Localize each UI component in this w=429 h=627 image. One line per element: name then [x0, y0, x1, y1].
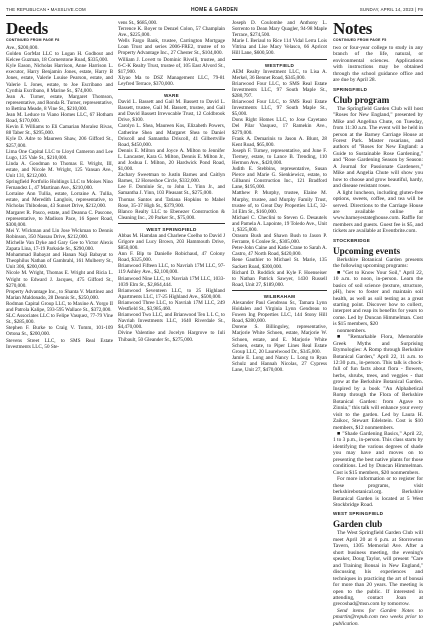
- headline-club-program: Club program: [333, 94, 390, 105]
- deed-entry: David L. Bassett and Gail M. Bassett to David L. Bassett, trustee, Gail M. Bassett, trustee, and Gail and David Bassett Irrevocable Trust, 12 Coldbrook Drive, $100.: [118, 99, 225, 124]
- deed-entry: Briarwood Four LLC, to SMS Real Estate Investments LLC, 97 South Maple St., $5,000.: [232, 99, 327, 118]
- deed-entry: Lorraine Ann Tullia, estate, Lorraine A. Tullia, estate, and Meredith Langlois, representative, to Nicholas Thibodeau, 43 Sunset Drive, $212,000.: [6, 191, 113, 210]
- deed-entry: Marie I. Beriaul to Rice 114 Vidal Lerra Lois Vitrina and Lise Macy Velasco, 66 Apricot Hill Lane, $600,500.: [232, 38, 327, 57]
- deed-entry: Abbas M. Hamdan and Charlene Coelho to David J Grigore and Lucy Brown, 203 Hammouth Drive, $850,000.: [118, 232, 225, 252]
- deed-entry: Ann F. Bip to Danielle Robichaud, 47 Colony Road, $325,000.: [118, 251, 225, 264]
- notes-paragraph: ■ "Shade Gardening Basics," April 22, 1 to 3 p.m., in-person. This class starts by identifying the various degrees of shade you may have and moves on to presenting the best native plants for those conditions. Led by Duncan Himmelman. Cost is $15 members, $20 nonmembers.: [333, 431, 423, 476]
- deed-entry: Dennis E. Milton and Joyce A. Milton to Jennifer L. Lancaster, Kara G. Milton, Dennis E. Milton Jr., and Joshua I. Milton, 20 Hardwick Pond Road, $1,000.: [118, 147, 225, 173]
- deeds-title: Deeds: [6, 19, 48, 38]
- deed-entry: Nicole M. Wright, Thomas E. Wright and Ricia L. Wright to Edward J. Jacques, 475 Gifford St., $270,000.: [6, 270, 113, 289]
- deed-entry: William J. Lovett to Dominic Rivelli, trustee, and 6-C-K Realty Trust, trustee of, 105 East Alvord St., $17,900.: [118, 56, 225, 75]
- deed-entry: Divine Valentine and Jocelyn Hargrove to Iuli Thibault, 50 Gleander St., $275,000.: [118, 330, 225, 343]
- notes-footer: Send items for Garden Notes to pmartin@repub.com two weeks prior to publication.: [333, 607, 423, 627]
- town-header: WESTFIELD: [264, 62, 295, 68]
- notes-paragraph: nonmembers.: [337, 327, 367, 334]
- deeds-list: [118, 184, 225, 221]
- deed-entry: Linda A. Goodman to Thomas E. Wright, III, estate, and Nicole M. Wright, 125 Vansan Ave., Unit 131, $212,000.: [6, 160, 113, 179]
- deed-entry: Judith E. Stebbins, representative, Susan Pierce and Marie G. Sienkiewicz, estate, to Gilbanni Construction Inc., 121 Bradford Lane, $195,000.: [232, 166, 327, 191]
- town-header: WILBRAHAM: [263, 293, 296, 299]
- deed-entry: Kyle D. Adre to Maureen Shaw, 206 Gifford St., $257,000.: [6, 136, 113, 149]
- deed-entry: Brianwood Seventeen LLC, to 25 Highland Apartments LLC, 17-25 Highland Ave., $500,000.: [118, 287, 225, 300]
- deeds-list: [232, 69, 327, 288]
- deed-entry: Jean A. Turner, estate, Margaret Thomson, representative, and Ronda R. Turner, representative, to Bettina Meade, 8 Vine St., $210,000.: [6, 93, 114, 112]
- deed-entry: Carolyn L. Shea, Maureen Kos, Elizabeth Powers, Catherine Shea and Margaret Shea to Daniel Driscoll and Samantha Driscoll, 41 Gilbertville Road, $450,000.: [118, 123, 225, 148]
- notes-town-springfield: SPRINGFIELD: [333, 86, 368, 92]
- deed-entry: Terrence K. Boyer to Denzel Colon, 57 Champlain Ave., $225,000.: [118, 26, 225, 39]
- deeds-towns: [118, 89, 225, 343]
- deeds-column-3: [232, 20, 327, 477]
- deed-entry: Thomas Santos and Tatiana Hopkins to Mabel Rose, 35-37 High St., $379,900.: [118, 196, 225, 209]
- deed-entry: Wells Fargo Bank, trustee, Carrington Mortgage Loan Trust and series 2006-FRE2, trustee of to Property Advantage Inc., 27 Chester St., $104,000.: [118, 38, 225, 57]
- deed-entry: Brianwood Fifteen LLC, to Navriah 17M LLC, 97-119 Ashley Ave., $2,100,000.: [118, 263, 225, 276]
- deed-entry: Jean M. Leduce to Viano Homes LLC, 67 Hotham Road, $170,000.: [6, 112, 113, 125]
- notes-town-west-springfield: WEST SPRINGFIELD: [333, 511, 384, 517]
- deed-entry: Zachary Sweetman to Justin Barnes and Caitlyn Barnes, 12 Horseshoe Circle, $332,000.: [118, 172, 225, 185]
- headline-upcoming-events: Upcoming events: [333, 245, 401, 256]
- deed-entry: Mei Y. Wickman and Lin Jose Wickman to Dennis Robinson, 350 Nassau Drive, $212,000.: [6, 227, 113, 240]
- deed-entry: Xiyao Ma to DSZ Management LLC, 79-81 Leyfred Terrace, $370,000.: [118, 74, 225, 87]
- masthead-section: HOME & GARDEN: [191, 6, 238, 13]
- deed-entry: Briarwood Four LLC, to SMS Real Estate Investments LLC, 97 South Maple St., $280,797.: [232, 80, 327, 99]
- notes-paragraph: For more information or to register for these programs, visit berkshirebotanical.org. Berkshire Botanical Garden is located at 5 West Stockbridge Road.: [333, 476, 423, 508]
- deed-entry: AEM Realty Investment LLC, to Lisa A. Merkel, 36 Bennet Road, $345,000.: [232, 68, 327, 81]
- notes-paragraph: The West Springfield Garden Club will meet April 20 at 6 p.m. at Storrowton Tavern, 1305 Memorial Ave. After a short business meeting, the evening's speaker, Doug Taylor, will present "Care and Training Bonsai in New England," discussing his experiences and techniques in practicing the art of bonsai for more than 20 years. The meeting is open to the public. If interested in attending, contact Joan at grecoshad@msn.com by tomorrow.: [333, 530, 423, 608]
- notes-paragraph: ■ "Get to Know Your Soil," April 22, 10 a.m. to noon, in-person. Learn the basics of soil science (texture, structure, pH), how to foster and maintain soil health, as well as soil testing as a great starting point. Discover how to collect, interpret and reap its benefits for years to come. Led by Duncan Himmelman. Cost is $15 members, $20: [333, 269, 423, 328]
- deed-entry: Mohammad Babayat and Hanan Naji Babayat to Theophilus Nathan of Gambrahl, 161 Mulberry St., Unit 306, $200,000.: [6, 252, 113, 271]
- deeds-column-1: [6, 20, 113, 477]
- deed-entry: Lee F. Dominie Sr., to John L. Yinn Jr., and Samantha J. Yinn, 103 Pleasant St., $275,000.: [118, 184, 225, 197]
- deed-entry: Orasom Bush and Shawn Bush to Jason P. Ferrante, 6 Conlee St., $305,000.: [232, 233, 327, 246]
- deed-entry: Michelle Van Dyke and Gary Gee to Victor Alexis Zapata Lina, 17-19 Parkside St., $290,000.: [6, 240, 113, 253]
- deed-entry: Stephen F. Burke to Craig V. Tomm, 101-109 Ortona St., $200,000.: [6, 325, 113, 338]
- deeds-list: [118, 233, 225, 343]
- notes-intro: two or four-year college to study in any branch of the life, natural, or environmental sciences. Applications with instructions may be obtained through the school guidance office and are due by April 28.: [333, 45, 423, 84]
- deed-entry: Blanco Realty LLC to Ebenezer Construction & Cleaning Inc., 20 Parker St., $75,000.: [118, 208, 225, 221]
- headline-garden-club: Garden club: [333, 519, 383, 530]
- deed-entry: Richard D. Roddick and Kyle F. Hoenseiser to Nathan Patrick Sawyer, 1430 Russell Road, Unit 27, $189,000.: [232, 269, 327, 288]
- deed-entry: Kyle Eason, Nicholas Harrison, Anne Harrison L. executor, Harry Benjamin Jones, estate, Harry B Jones, estate, Valerie Louise Pearson, estate, and Valerie L Jones, estate, to Joe Escribano and Cynthia Escribano, 8 Marine St., $74,000.: [6, 63, 113, 94]
- notes-column: [333, 19, 423, 627]
- section-rule: [232, 290, 327, 291]
- notes-continued: CONTINUED FROM PAGE F5: [333, 38, 387, 42]
- town-header: WEST SPRINGFIELD: [146, 226, 197, 232]
- deed-entry: Peter-John Caine and Katie Crane to Sarah A. Castro, 47 North Road, $420,000.: [232, 245, 327, 258]
- notes-paragraph: The Springfield Garden Club will host "Roses for New England," presented by Mike and Angelina Chute, on Tuesday, from 11:30 a.m. The event will be held in person at the Barney Carriage House at Forest Park. Master rosarians, and authors of "Roses for New England: a Guide to Sustainable Rose Gardening," and "Rose Gardening Season by Season: A Journal for Passionate Gardeners," Mike and Angelia Chute will show you how to choose and grow beautiful, hardy, and disease resistant roses.: [333, 105, 423, 190]
- deed-entry: Brianwood Nine LLC, to Navriah 17M LLC, 1033-1039 Elm St., $2,864,444.: [118, 275, 225, 288]
- deed-entry: Kevin E Williams to Eli Camarian Moralez Rivas, 88 Taber St., $295,000.: [6, 124, 113, 137]
- notes-paragraph: ■ "Remarkable Flora, Memorable Greek Myths and Surprising Etymologies: A Romp through Berkshire Botanical Garden," April 22, 11 a.m. to 12:30 p.m., in-person. This talk is chock-full of fun facts about flora - flowers, herbs, shrubs, trees, and veggies - that grow at the Berkshire Botanical Garden. Inspired by a book "An Alphabetical Romp through the Flora of Berkshire Botanical Garden: from Agave to Zinnia," this talk will enhance your every visit to the garden. Led by Laura H. Zaikoc, Stewart Edelstein. Cost is $10 members, $12 nonmembers.: [333, 334, 423, 431]
- deeds-list: [6, 45, 113, 350]
- deed-entry: Joseph F. Turney, representative, and June F. Tierney, estate, to Lance B. Trending, 110 Hermon Ave., $420,000.: [232, 147, 327, 166]
- deeds-list: [118, 20, 225, 87]
- deed-entry: Jamie E. Long and Nancy L. Long to Ryan Schulz and Hannah Nicolas, 27 Cypress Lane, Unit 27, $470,000.: [232, 354, 327, 373]
- deed-entry: Brianwood Two LLC, and Brianwood Ten L L C, to Navriah Investments LLC, 1640 Riverdale St., $4,470,000.: [118, 312, 225, 331]
- masthead-date-page: SUNDAY, APRIL 14, 2023 | F9: [359, 7, 423, 12]
- deed-entry: Golden GorMat LLC to Logan H. Godbout and Kelcee Guzman, 18 Cornerstone Road, $335,000.: [6, 51, 113, 64]
- deed-entry: Alexander Paul Gendreau Sr., Tamara Lynn Hoidalen and Virginia Lynn Gendreau to Fuwen Ing Properties LLC, 144 Stony Hill Road, $280,000.: [232, 299, 327, 325]
- section-rule: [118, 89, 225, 90]
- section-rule: [118, 223, 225, 224]
- deed-entry: Brianwood Three LLC, to Navriah 17M LLC, 249 Westfield St., $3,985,460.: [118, 299, 225, 313]
- section-rule: [232, 59, 327, 60]
- deed-entry: Lima One Capital LLC to Lloyd Cameron and Lee Lugo, 125 Vale St., $210,000.: [6, 148, 113, 161]
- deed-entry: Joseph D. Coulombe and Anthony L. Sorrento to Dean Mary Quagler, 94-98 Maple Terrace, $274,500.: [232, 20, 327, 39]
- deed-entry: Ave., $200,000.: [6, 45, 39, 51]
- notes-town-stockbridge: STOCKBRIDGE: [333, 237, 371, 243]
- deeds-list: [118, 99, 225, 184]
- notes-paragraph: Berkshire Botanical Garden presents the following upcoming programs:: [333, 256, 423, 270]
- deed-entry: SLC Associates LLC to Felipe Vasquez, 77-79 Vine St., $285,000.: [6, 313, 113, 326]
- deed-entry: Springfield Portfolio Holdings LLC to Moises Nino Fernandez I., 47 Martinan Ave., $210,000.: [6, 179, 113, 192]
- deed-entry: Property Advantage Inc., to Shanta V. Martinez and Marian Maldonado, 28 Dennis St., $250,000.: [6, 288, 113, 301]
- deed-entry: Stevens Street LLC, to SMS Real Estate Investments LLC, 50 Ste-: [6, 337, 113, 350]
- deed-entry: Dons Right Homes LLC, to Jose Cayetano Del Pilar Vasquez, 17 Ramekin Ave., $279,000.: [232, 117, 327, 136]
- deeds-list: [232, 300, 327, 373]
- masthead-publication: THE REPUBLICAN • MASSLIVE.COM: [6, 7, 86, 12]
- deed-entry: vens St., $685,000.: [118, 20, 158, 26]
- deeds-column-2: [118, 20, 225, 477]
- masthead: [6, 4, 423, 16]
- deed-entry: Margaret R. Pasco, estate, and Deanna C. Pascone, representative, to Madison Pace, 16 Speer Road, $300,000.: [6, 209, 113, 228]
- town-header: WARE: [164, 93, 179, 99]
- deed-entry: Michael C. Checlini to Steven G. Desautels and Pamela A. Lapointe, 19 Toledo Ave., Unit 1, $325,000.: [232, 214, 327, 233]
- deed-entry: Dorene S. Billingsley, representative, Marjorie White Schoen, estate, Marjorie W. Schoen, estate, and E. Marjorie White Schoen, estate, to Piper Lines Real Estate Group LLC, 20 Laurelwood Dr., $345,000.: [232, 324, 327, 355]
- deed-entry: Rene Gauthier to Michael St. Marie, 135 Sackett Road, $300,000.: [232, 257, 327, 270]
- deeds-list: [232, 20, 327, 57]
- deed-entry: Matthew P. Murphy, trustee, Elaine M. Murphy, trustee, and Murphy Family Trust, trustee of, to Great Day Properties LLC, 32-34 Elm St., $160,000.: [232, 190, 327, 215]
- deeds-continued: CONTINUED FROM PAGE F8: [6, 38, 60, 42]
- notes-title: Notes: [333, 19, 373, 38]
- deeds-towns: [232, 59, 327, 374]
- deed-entry: Rodman Capital Group LLC, to Maxine A. Yorgo II and Patrola Kalipe, 593-595 Wallace St., $372,000.: [6, 300, 113, 314]
- deed-entry: Frank A. Demarinis to Jason A. Blunt, 28 Kent Road, $65,000.: [232, 135, 327, 148]
- notes-paragraph: A light luncheon, including gluten-free options, sweets, coffee, and tea will be served. Directions to the Carriage House are available online at www.barneyestateghouse.com. Raffle for members and guests. Guest fee is $5, and tickets are available at Eventbrite.com.: [333, 189, 423, 235]
